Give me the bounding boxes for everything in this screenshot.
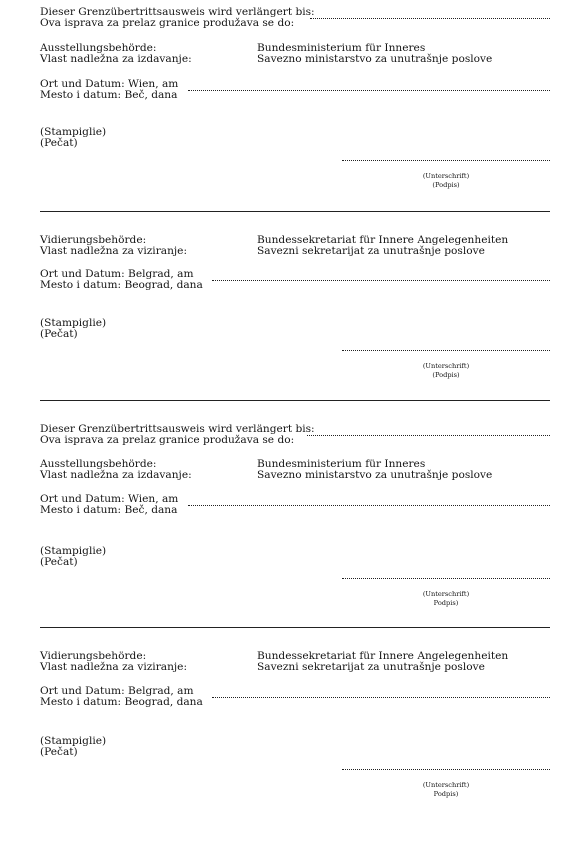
place-date-label-sr: Mesto i datum: Beč, dana bbox=[40, 504, 178, 516]
place-date-label-de: Ort und Datum: Wien, am bbox=[40, 493, 179, 505]
signature-line[interactable] bbox=[342, 578, 550, 579]
form-page bbox=[40, 0, 550, 848]
authority-label-sr: Vlast nadležna za viziranje: bbox=[40, 661, 188, 673]
authority-label-sr: Vlast nadležna za viziranje: bbox=[40, 245, 188, 257]
extension-line-de: Dieser Grenzübertrittsausweis wird verlängert bis: bbox=[40, 423, 315, 435]
section-divider bbox=[40, 627, 550, 628]
stamp-label-sr: (Pečat) bbox=[40, 556, 78, 568]
signature-line[interactable] bbox=[342, 160, 550, 161]
signature-caption-sr: Podpis) bbox=[433, 790, 459, 798]
authority-value-sr: Savezni sekretarijat za unutrašnje poslove bbox=[257, 661, 485, 673]
authority-value-sr: Savezno ministarstvo za unutrašnje poslove bbox=[257, 469, 493, 481]
place-date-field[interactable] bbox=[212, 280, 550, 281]
authority-value-de: Bundesministerium für Inneres bbox=[257, 458, 426, 470]
place-date-field[interactable] bbox=[212, 697, 550, 698]
place-date-field[interactable] bbox=[188, 505, 550, 506]
authority-label-de: Vidierungsbehörde: bbox=[40, 650, 147, 662]
section-divider bbox=[40, 400, 550, 401]
stamp-label-de: (Stampiglie) bbox=[40, 545, 107, 557]
place-date-label-de: Ort und Datum: Belgrad, am bbox=[40, 685, 194, 697]
signature-caption-sr: Podpis) bbox=[433, 599, 459, 607]
extension-line-sr: Ova isprava za prelaz granice produžava se do: bbox=[40, 17, 295, 29]
place-date-label-de: Ort und Datum: Belgrad, am bbox=[40, 268, 194, 280]
signature-caption-de: (Unterschrift) bbox=[422, 362, 470, 370]
signature-caption-sr: (Podpis) bbox=[432, 371, 460, 379]
stamp-label-sr: (Pečat) bbox=[40, 746, 78, 758]
signature-line[interactable] bbox=[342, 350, 550, 351]
authority-label-de: Ausstellungsbehörde: bbox=[40, 42, 157, 54]
signature-line[interactable] bbox=[342, 769, 550, 770]
stamp-label-de: (Stampiglie) bbox=[40, 126, 107, 138]
authority-label-de: Ausstellungsbehörde: bbox=[40, 458, 157, 470]
extension-line-sr: Ova isprava za prelaz granice produžava se do: bbox=[40, 434, 295, 446]
extension-date-field[interactable] bbox=[310, 18, 550, 19]
authority-value-de: Bundessekretariat für Innere Angelegenheiten bbox=[257, 234, 509, 246]
authority-value-de: Bundesministerium für Inneres bbox=[257, 42, 426, 54]
authority-value-de: Bundessekretariat für Innere Angelegenheiten bbox=[257, 650, 509, 662]
extension-line-de: Dieser Grenzübertrittsausweis wird verlängert bis: bbox=[40, 6, 315, 18]
signature-caption-de: (Unterschrift) bbox=[422, 781, 470, 789]
place-date-label-sr: Mesto i datum: Beograd, dana bbox=[40, 696, 203, 708]
authority-value-sr: Savezni sekretarijat za unutrašnje poslove bbox=[257, 245, 485, 257]
place-date-field[interactable] bbox=[188, 90, 550, 91]
stamp-label-de: (Stampiglie) bbox=[40, 735, 107, 747]
authority-label-sr: Vlast nadležna za izdavanje: bbox=[40, 53, 192, 65]
place-date-label-sr: Mesto i datum: Beč, dana bbox=[40, 89, 178, 101]
stamp-label-sr: (Pečat) bbox=[40, 328, 78, 340]
section-divider bbox=[40, 211, 550, 212]
signature-caption-de: (Unterschrift) bbox=[422, 172, 470, 180]
stamp-label-sr: (Pečat) bbox=[40, 137, 78, 149]
place-date-label-de: Ort und Datum: Wien, am bbox=[40, 78, 179, 90]
place-date-label-sr: Mesto i datum: Beograd, dana bbox=[40, 279, 203, 291]
signature-caption-sr: (Podpis) bbox=[432, 181, 460, 189]
authority-value-sr: Savezno ministarstvo za unutrašnje poslove bbox=[257, 53, 493, 65]
authority-label-sr: Vlast nadležna za izdavanje: bbox=[40, 469, 192, 481]
authority-label-de: Vidierungsbehörde: bbox=[40, 234, 147, 246]
stamp-label-de: (Stampiglie) bbox=[40, 317, 107, 329]
signature-caption-de: (Unterschrift) bbox=[422, 590, 470, 598]
extension-date-field[interactable] bbox=[307, 435, 550, 436]
